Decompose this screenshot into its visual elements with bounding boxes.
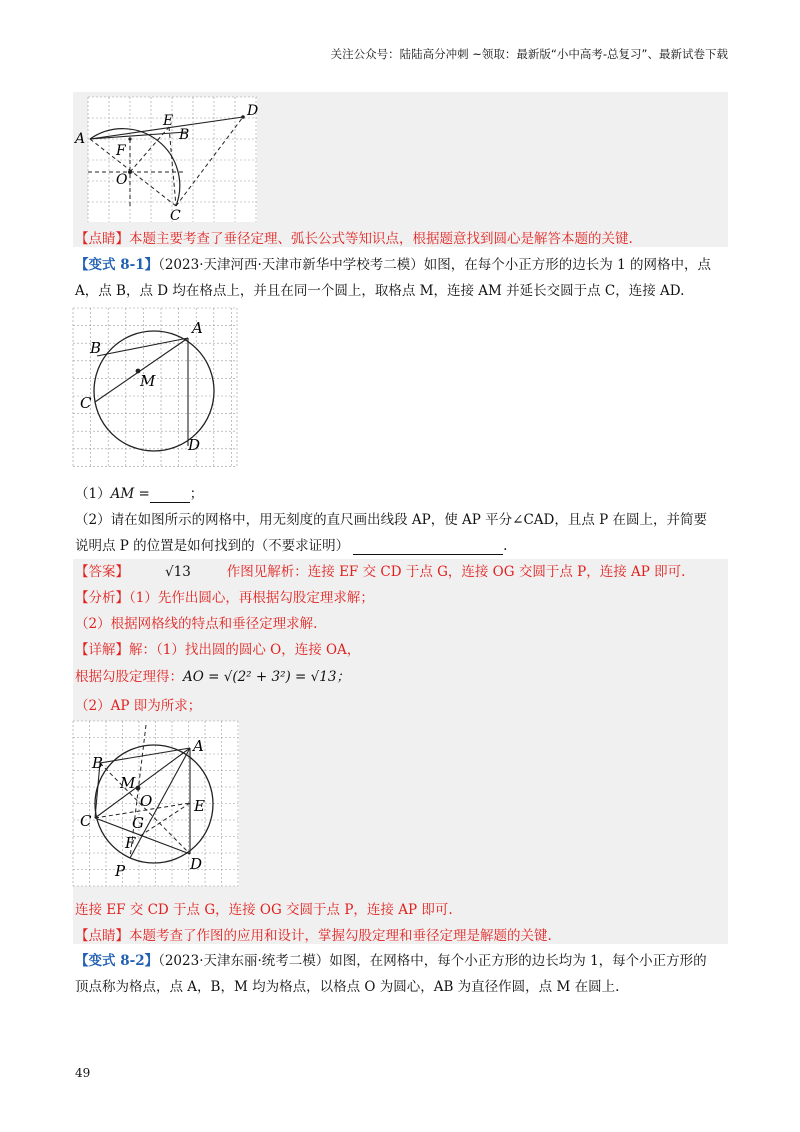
label-C: C	[80, 394, 92, 412]
bianshi-8-2-text-1: （2023·天津东丽·统考二模）如图，在网格中，每个小正方形的边长均为 1，每个小正方形的	[158, 953, 707, 969]
answer-blank-2	[353, 540, 503, 555]
label-C: C	[80, 812, 92, 830]
question-2-end: .	[503, 538, 508, 554]
conclusion-line: 连接 EF 交 CD 于点 G，连接 OG 交圆于点 P，连接 AP 即可.	[75, 902, 453, 918]
analysis-line-1	[75, 589, 374, 607]
figure-question-circle-grid	[70, 300, 245, 472]
detail-text-2: 根据勾股定理得：	[75, 669, 183, 685]
detail-tag: 【详解】	[75, 642, 129, 658]
label-F: F	[116, 143, 126, 159]
bianshi-8-1-tag: 【变式 8-1】	[75, 257, 159, 273]
question-2-line-2	[75, 537, 507, 555]
detail-line-1	[75, 641, 360, 659]
detail-line-3: （2）AP 即为所求；	[75, 698, 202, 714]
answer-value: √13	[165, 564, 191, 580]
label-C: C	[170, 208, 181, 224]
label-M: M	[120, 774, 136, 792]
question-2-line-1: （2）请在如图所示的网格中，用无刻度的直尺画出线段 AP，使 AP 平分∠CAD，且点 P 在圆上，并简要	[75, 512, 708, 528]
page-number: 49	[75, 1066, 91, 1080]
label-A: A	[192, 319, 203, 337]
analysis-tag: 【分析】	[75, 590, 129, 606]
question-1-suffix: ；	[189, 486, 204, 502]
figure-solution-circle-grid	[70, 718, 245, 890]
bianshi-8-2-tag: 【变式 8-2】	[75, 953, 159, 969]
label-O: O	[140, 792, 153, 810]
label-A: A	[75, 131, 86, 147]
label-E: E	[163, 113, 174, 129]
question-1	[75, 485, 203, 503]
detail-text-1: 解：（1）找出圆的圆心 O，连接 OA，	[129, 642, 361, 658]
page-header: 关注公众号：陆陆高分冲刺 ~领取：最新版“小中高考-总复习”、最新试卷下载	[330, 47, 728, 61]
label-D: D	[190, 855, 203, 873]
dianjing-1-tag: 【点睛】	[75, 231, 129, 247]
bianshi-8-1-text-1: （2023·天津河西·天津市新华中学校考二模）如图，在每个小正方形的边长为 1 的网格中，点	[158, 257, 711, 273]
figure-top-circle-grid	[73, 92, 273, 224]
label-M: M	[140, 372, 156, 390]
dianjing-2-tag: 【点睛】	[75, 928, 129, 944]
label-P: P	[115, 862, 126, 880]
label-D: D	[247, 103, 259, 119]
question-2-text: 说明点 P 的位置是如何找到的（不要求证明）	[75, 538, 350, 554]
question-1-expression: AM =	[110, 486, 150, 502]
label-A: A	[193, 737, 204, 755]
label-G: G	[132, 814, 144, 832]
answer-line	[75, 563, 685, 581]
label-B: B	[90, 339, 102, 357]
label-O: O	[116, 172, 128, 188]
label-B: B	[179, 127, 190, 143]
bianshi-8-2-line-1	[75, 952, 707, 970]
label-D: D	[188, 436, 201, 454]
bianshi-8-2-line-2: 顶点称为格点，点 A，B，M 均为格点，以格点 O 为圆心，AB 为直径作圆，点 M 在圆上.	[75, 979, 620, 995]
detail-expression: AO = √(2² + 3²) = √13；	[183, 669, 350, 685]
analysis-line-2: （2）根据网格线的特点和垂径定理求解.	[75, 616, 318, 632]
dianjing-2-text: 本题考查了作图的应用和设计，掌握勾股定理和垂径定理是解题的关键.	[129, 928, 552, 944]
label-F: F	[125, 834, 136, 852]
dianjing-1	[75, 230, 633, 248]
analysis-text-1: （1）先作出圆心，再根据勾股定理求解；	[129, 590, 374, 606]
answer-blank-1	[150, 488, 190, 503]
detail-line-2	[75, 668, 350, 686]
dianjing-2	[75, 927, 552, 945]
label-B: B	[92, 754, 104, 772]
answer-text: 作图见解析：连接 EF 交 CD 于点 G，连接 OG 交圆于点 P，连接 AP 即可.	[226, 564, 686, 580]
bianshi-8-1-line-2: A，点 B，点 D 均在格点上，并且在同一个圆上，取格点 M，连接 AM 并延长交圆于点 C，连接 AD.	[75, 283, 685, 299]
question-1-number: （1）	[75, 486, 111, 502]
dianjing-1-text: 本题主要考查了垂径定理、弧长公式等知识点，根据题意找到圆心是解答本题的关键.	[129, 231, 633, 247]
label-E: E	[194, 797, 205, 815]
bianshi-8-1-line-1	[75, 256, 711, 274]
answer-tag: 【答案】	[75, 564, 129, 580]
